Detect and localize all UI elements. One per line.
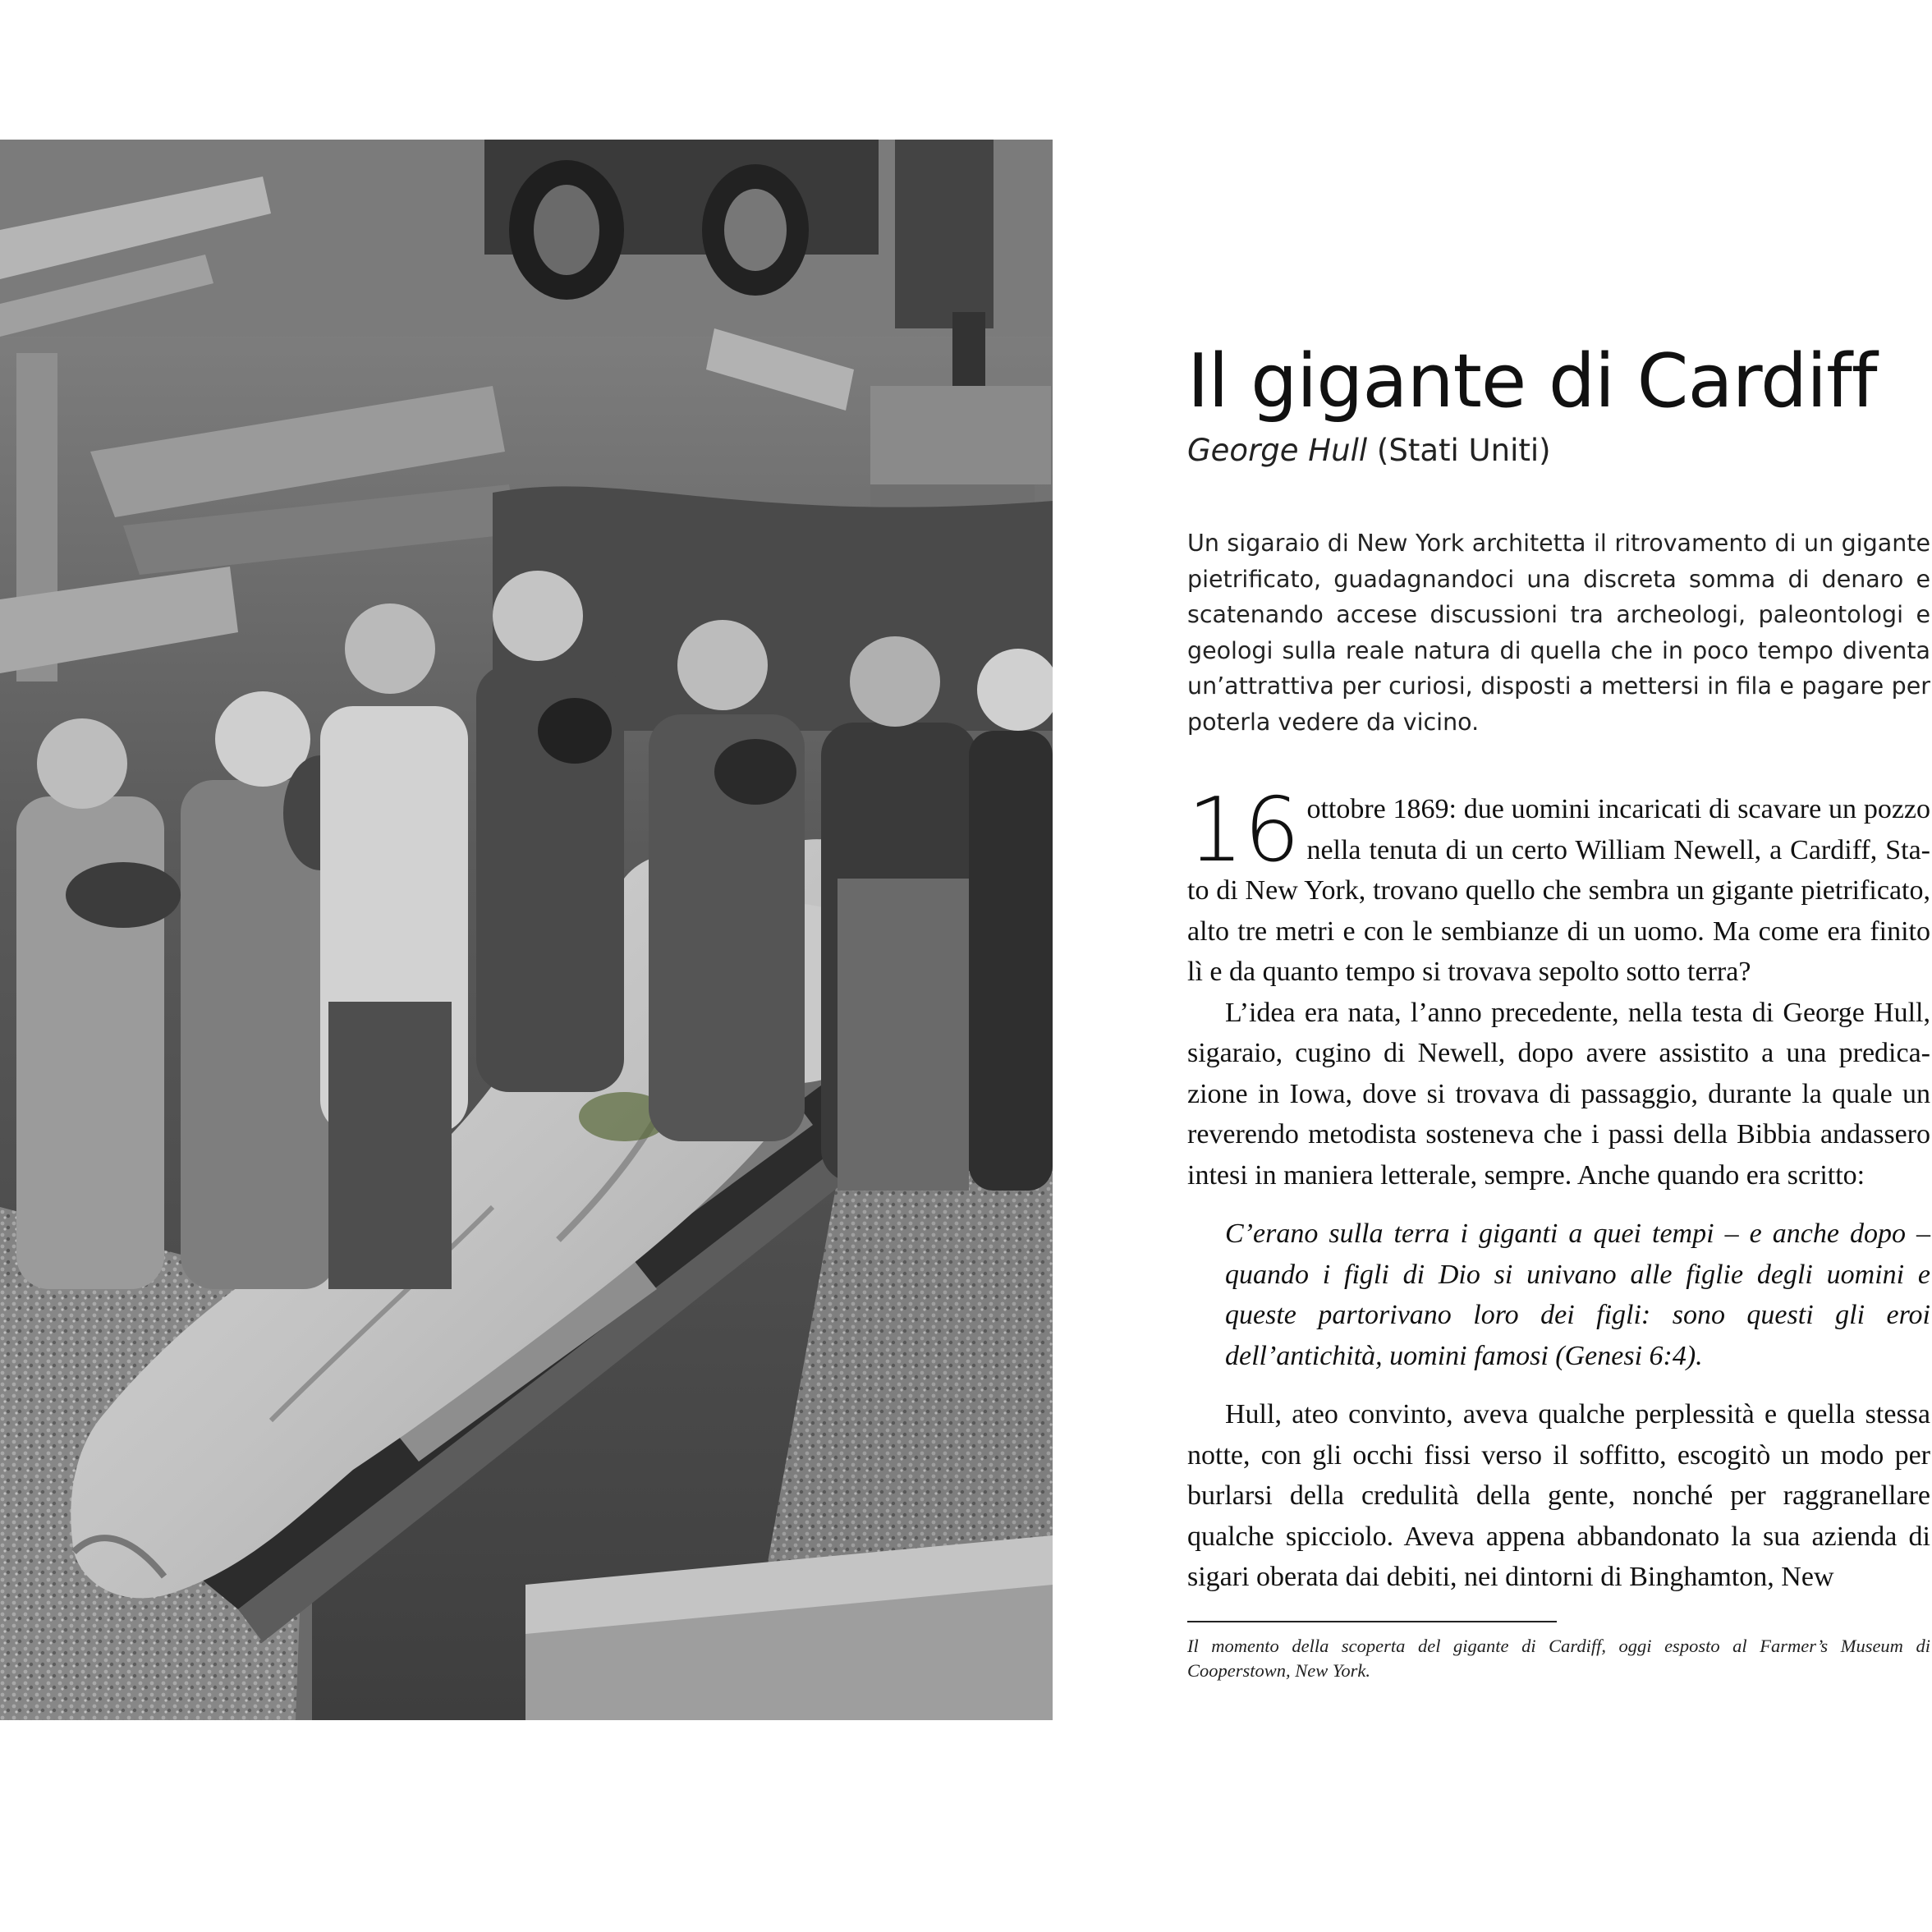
page-subtitle bbox=[1187, 430, 1930, 471]
subtitle-country: (Stati Uniti) bbox=[1376, 433, 1551, 468]
bible-quote: C’erano sulla terra i giganti a quei tempi – e anche dopo – quando i figli di Dio si univano alle figlie degli uomini e queste partorivano loro dei figli: sono questi gli eroi dell’antichità, uomini famosi (Genesi 6:4). bbox=[1225, 1218, 1930, 1371]
article-body bbox=[1187, 779, 1930, 1598]
subtitle-author: George Hull bbox=[1187, 433, 1368, 468]
intro-paragraph: Un sigaraio di New York architetta il ritrovamento di un gigante pietrificato, guadagnandoci una discreta somma di denaro e scatenando accese discussioni tra archeologi, paleontologi e geologi sulla reale natura di quella che in poco tempo diventa un’attrattiva per curiosi, disposti a mettersi in fila e pagare per poterla vedere da vicino. bbox=[1187, 530, 1930, 736]
body-paragraph-3: Hull, ateo convinto, aveva qualche perplessità e quella stessa notte, con gli occhi fissi verso il soffitto, escogitò un modo per burlarsi della credulità della gente, nonché per raggranellare qualche spicciolo. Aveva appena abbandonato la sua azienda di sigari oberata dai debiti, nei dintorni di Binghamton, New bbox=[1187, 1399, 1930, 1592]
caption-divider bbox=[1187, 1621, 1557, 1622]
dropcap: 16 bbox=[1187, 779, 1301, 882]
excavation-photo bbox=[0, 140, 1053, 1720]
body-paragraph-2: L’idea era nata, l’anno precedente, nella testa di George Hull, sigaraio, cugino di Newell, dopo avere assistito a una predicazione in Iowa, dove si trovava di passaggio, durante la quale un reverendo metodista sosteneva che i passi della Bibbia andassero intesi in maniera letterale, sempre. Anche quando era scritto: bbox=[1187, 997, 1930, 1191]
article-column bbox=[1187, 337, 1930, 1683]
body-paragraph-1-text: ottobre 1869: due uomini incaricati di scavare un pozzo nella tenuta di un certo William Newell, a Cardiff, Stato di New York, trovano quello che sembra un gigante pietrificato, alto tre metri e con le sembianze di un uomo. Ma come era finito lì e da quanto tempo si trovava sepolto sotto terra? bbox=[1187, 794, 1930, 987]
photo-caption: Il momento della scoperta del gigante di Cardiff, oggi esposto al Farmer’s Museum di Cooperstown, New York. bbox=[1187, 1635, 1930, 1681]
body-paragraph-1 bbox=[1187, 779, 1930, 993]
page-title: Il gigante di Cardiff bbox=[1187, 338, 1877, 424]
